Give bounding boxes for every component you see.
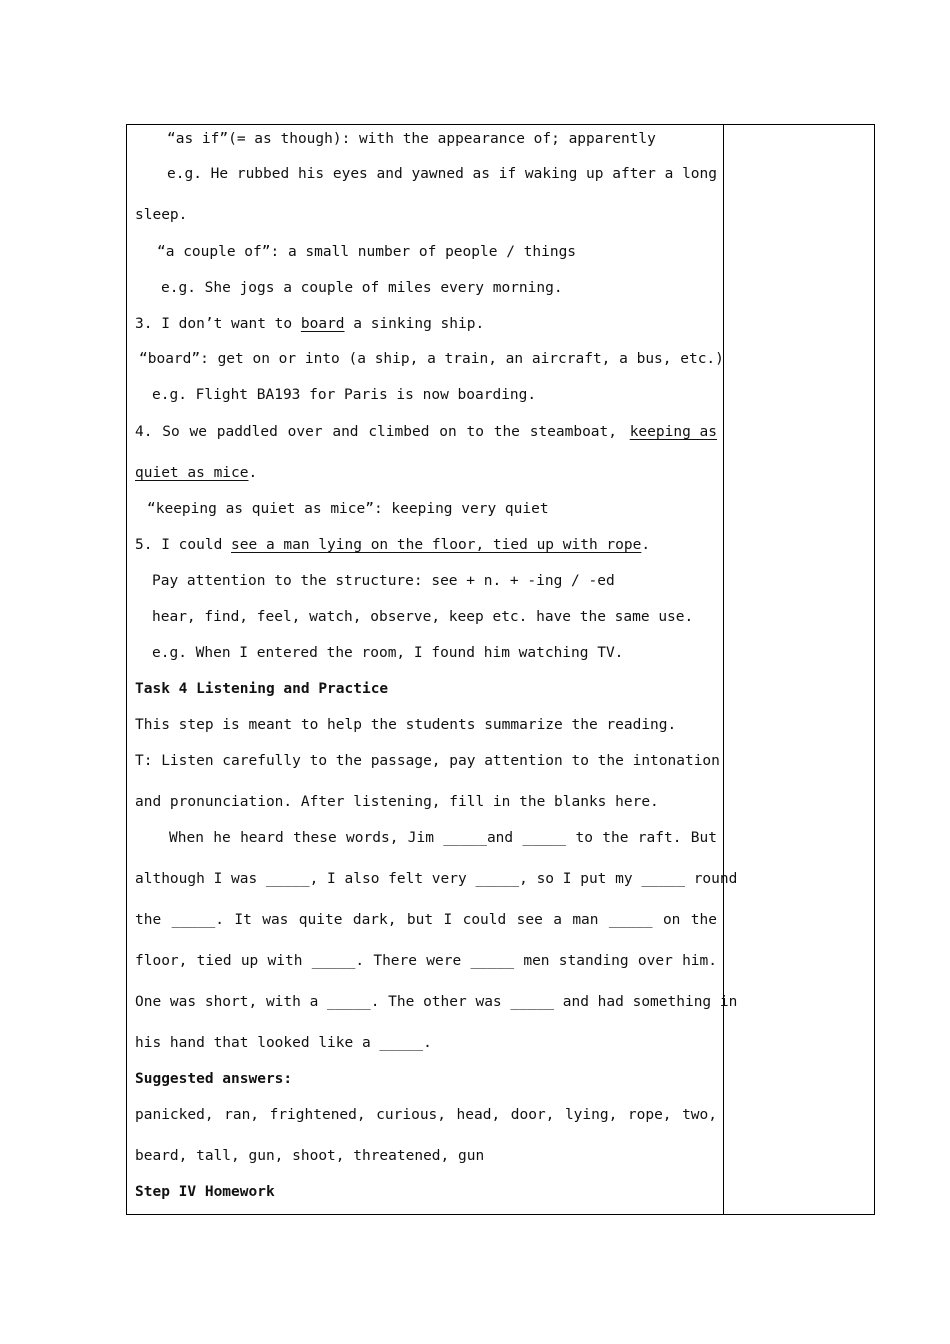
- text-line: e.g. Flight BA193 for Paris is now boarding.: [152, 387, 537, 403]
- text-line: [135, 314, 717, 334]
- section-heading: Step IV Homework: [135, 1184, 275, 1200]
- underlined-phrase: see a man lying on the floor, tied up with rope: [231, 537, 642, 553]
- text-line: “as if”(= as though): with the appearance of; apparently: [167, 131, 656, 147]
- text-span: .: [641, 537, 651, 553]
- text-line: Pay attention to the structure: see + n. + -ing / -ed: [152, 573, 615, 589]
- text-line: “a couple of”: a small number of people / things: [157, 244, 577, 260]
- text-span: 4. So we paddled over and climbed on to the steamboat,: [135, 424, 617, 440]
- lesson-table: [126, 124, 875, 1215]
- text-span: a sinking ship.: [344, 316, 485, 332]
- text-line: [135, 422, 717, 442]
- text-line: When he heard these words, Jim _____and _____ to the raft. But: [169, 830, 717, 846]
- text-line: although I was _____, I also felt very _____, so I put my _____ round: [135, 871, 738, 887]
- text-line: floor, tied up with _____. There were _____ men standing over him.: [135, 953, 717, 969]
- text-line: One was short, with a _____. The other was _____ and had something in: [135, 994, 738, 1010]
- section-heading: Suggested answers:: [135, 1071, 293, 1087]
- text-span: 5. I could: [135, 537, 232, 553]
- text-line: hear, find, feel, watch, observe, keep etc. have the same use.: [152, 609, 694, 625]
- underlined-phrase: board: [300, 316, 345, 332]
- text-line: and pronunciation. After listening, fill in the blanks here.: [135, 794, 659, 810]
- text-line: T: Listen carefully to the passage, pay attention to the intonation: [135, 753, 720, 769]
- text-line: e.g. He rubbed his eyes and yawned as if waking up after a long: [167, 166, 717, 182]
- text-span: .: [248, 465, 258, 481]
- underlined-phrase: quiet as mice: [135, 465, 249, 481]
- text-line: This step is meant to help the students summarize the reading.: [135, 717, 677, 733]
- text-line: “keeping as quiet as mice”: keeping very quiet: [147, 501, 549, 517]
- text-line: panicked, ran, frightened, curious, head, door, lying, rope, two,: [135, 1107, 717, 1123]
- text-line: e.g. When I entered the room, I found him watching TV.: [152, 645, 624, 661]
- section-heading: Task 4 Listening and Practice: [135, 681, 389, 697]
- text-line: the _____. It was quite dark, but I could see a man _____ on the: [135, 912, 717, 928]
- text-line: beard, tall, gun, shoot, threatened, gun: [135, 1148, 485, 1164]
- text-line: “board”: get on or into (a ship, a train, an aircraft, a bus, etc.): [139, 351, 724, 367]
- text-line: [135, 535, 717, 555]
- text-span: 3. I don’t want to: [135, 316, 301, 332]
- text-line: e.g. She jogs a couple of miles every morning.: [161, 280, 563, 296]
- underlined-phrase: keeping as: [629, 424, 717, 440]
- text-line: [135, 463, 717, 483]
- text-line: his hand that looked like a _____.: [135, 1035, 432, 1051]
- text-line: sleep.: [135, 207, 188, 223]
